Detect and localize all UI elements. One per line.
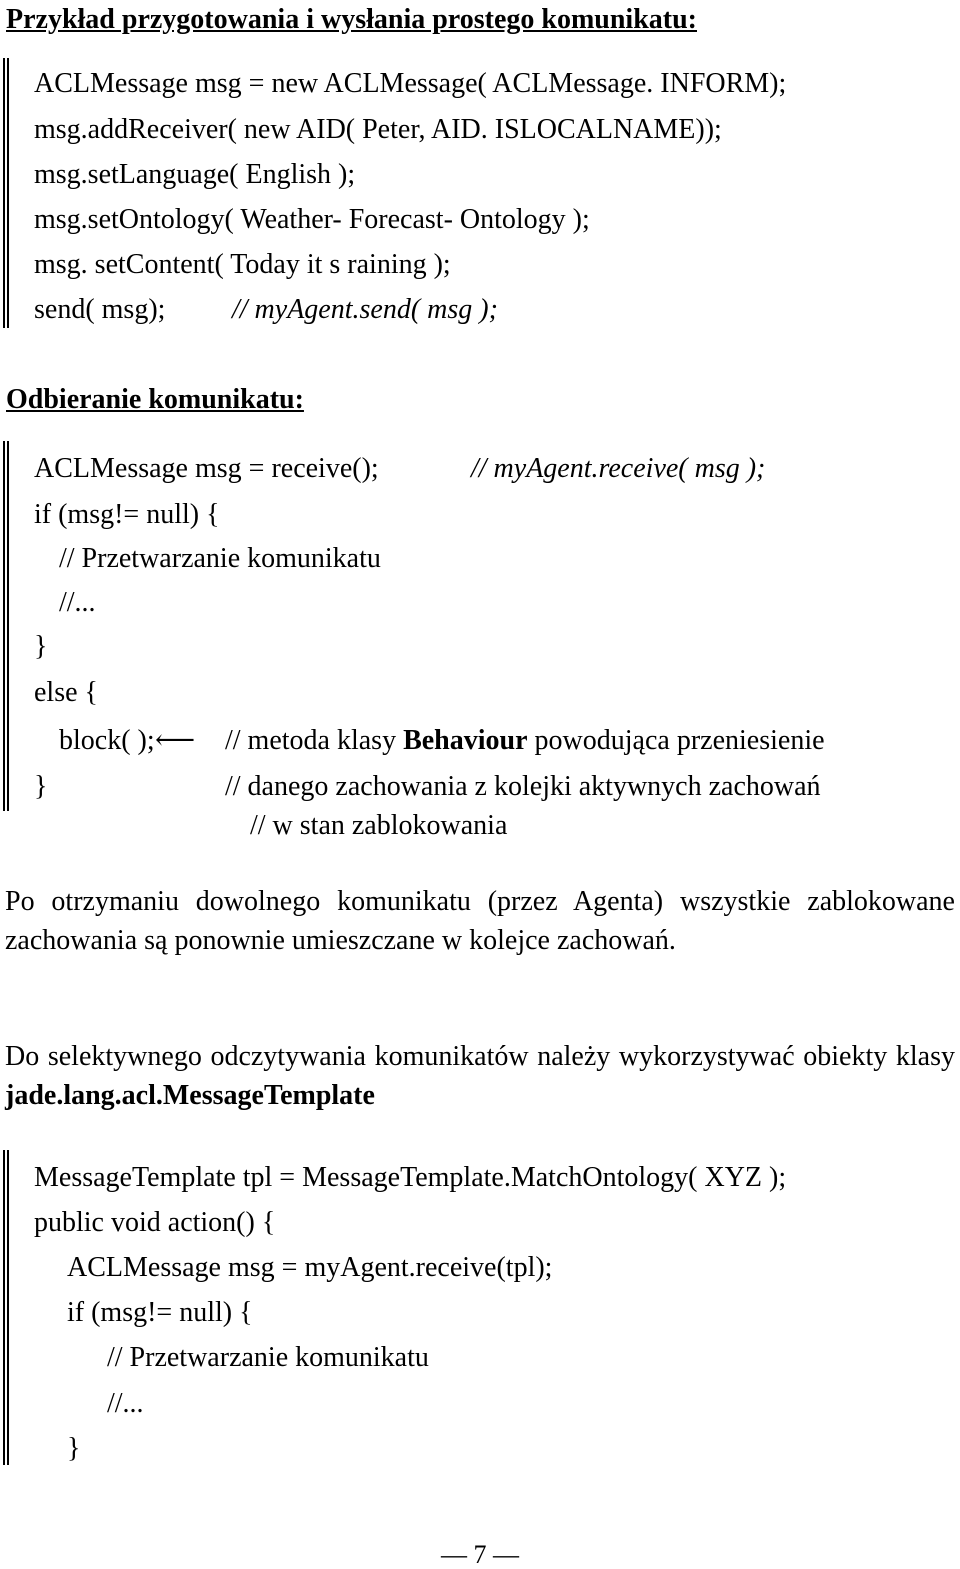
code-line: // Przetwarzanie komunikatu <box>59 543 381 574</box>
code-line: //... <box>59 587 96 618</box>
code-block-send <box>3 58 959 328</box>
code-line: msg.addReceiver( new AID( Peter, AID. ISLOCALNAME)); <box>34 114 722 145</box>
code-comment: // w stan zablokowania <box>250 810 508 841</box>
code-line: ACLMessage msg = receive(); <box>34 453 379 484</box>
code-block-receive <box>3 441 959 811</box>
paragraph-message-template <box>5 1037 955 1115</box>
paragraph-blocked-behaviours: Po otrzymaniu dowolnego komunikatu (przez Agenta) wszystkie zablokowane zachowania są ponownie umieszczane w kolejce zachowań. <box>5 886 955 956</box>
code-line: if (msg!= null) { <box>67 1297 253 1328</box>
code-line: ACLMessage msg = new ACLMessage( ACLMessage. INFORM); <box>34 68 787 99</box>
code-line: } <box>34 771 48 802</box>
comment-text: powodująca przeniesienie <box>534 725 825 756</box>
code-line: public void action() { <box>34 1207 276 1238</box>
comment-text: // metoda klasy <box>225 725 397 756</box>
arrow-left-icon: ⟵ <box>155 725 196 756</box>
code-line: } <box>34 631 48 662</box>
paragraph-text: Do selektywnego odczytywania komunikatów należy wykorzystywać obiekty klasy <box>5 1041 955 1072</box>
page-number <box>0 1542 960 1568</box>
code-line: msg. setContent( Today it s raining ); <box>34 249 451 280</box>
code-line: // Przetwarzanie komunikatu <box>107 1342 429 1373</box>
code-line: //... <box>107 1388 144 1419</box>
code-comment: // danego zachowania z kolejki aktywnych zachowań <box>225 771 821 802</box>
code-line: } <box>67 1433 81 1464</box>
page-number-value: 7 <box>473 1540 487 1569</box>
dash-decoration: — <box>486 1540 519 1569</box>
code-comment: // myAgent.send( msg ); <box>232 294 498 325</box>
code-line: else { <box>34 677 98 708</box>
class-name: jade.lang.acl.MessageTemplate <box>5 1080 375 1111</box>
code-line: MessageTemplate tpl = MessageTemplate.MatchOntology( XYZ ); <box>34 1162 787 1193</box>
class-name: Behaviour <box>403 725 528 756</box>
code-line: if (msg!= null) { <box>34 499 220 530</box>
code-block-template <box>3 1150 959 1465</box>
dash-decoration: — <box>441 1540 474 1569</box>
code-line: msg.setLanguage( English ); <box>34 159 356 190</box>
code-comment <box>225 727 825 755</box>
section-heading-receive: Odbieranie komunikatu: <box>6 384 304 415</box>
code-comment: // myAgent.receive( msg ); <box>471 453 766 484</box>
code-line: msg.setOntology( Weather- Forecast- Ontology ); <box>34 204 590 235</box>
section-heading-send: Przykład przygotowania i wysłania prostego komunikatu: <box>6 4 697 35</box>
code-line: ACLMessage msg = myAgent.receive(tpl); <box>67 1252 553 1283</box>
code-line: send( msg); <box>34 294 166 325</box>
code-line: block( ); <box>59 725 155 756</box>
